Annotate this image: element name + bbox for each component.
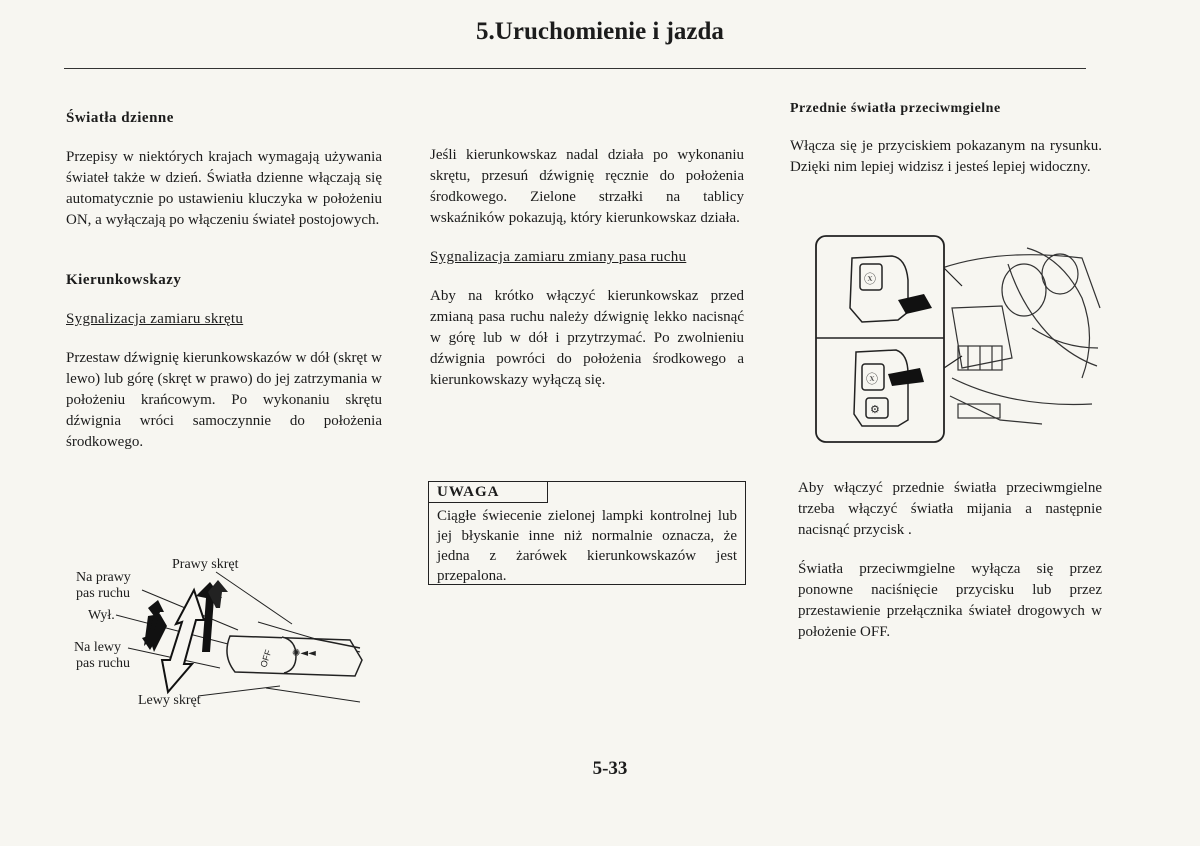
- column-left: [66, 108, 382, 453]
- turn-signals-heading: Kierunkowskazy: [66, 272, 182, 288]
- turn-signal-subheading: Sygnalizacja zamiaru skrętu: [66, 311, 244, 327]
- front-fog-icon: ⓧ: [866, 372, 879, 386]
- fog-lights-instructions: [798, 478, 1102, 643]
- warning-box: [428, 481, 746, 585]
- label-right-lane-2: pas ruchu: [76, 586, 131, 601]
- headlight-icon: ✺◄◄: [292, 648, 316, 659]
- title-divider: [64, 68, 1086, 69]
- rear-fog-icon: ⚙: [870, 403, 880, 416]
- column-middle: [430, 145, 744, 391]
- daytime-lights-heading: Światła dzienne: [66, 110, 174, 126]
- daytime-lights-text: Przepisy w niektórych krajach wymagają używania świateł także w dzień. Światła dzienne włączają się automatycznie po ustawieniu kluczyka w położeniu ON, a wyłączają po włączeniu świateł postojowych.: [66, 149, 382, 228]
- column-right: [790, 98, 1102, 178]
- turn-signal-manual-text: Jeśli kierunkowskaz nadal działa po wykonaniu skrętu, przesuń dźwignię ręcznie do położenia środkowego. Zielone strzałki na tablicy wskaźników pokazują, który kierunkowskaz działa.: [430, 147, 744, 226]
- label-right-turn: Prawy skręt: [172, 557, 239, 572]
- fog-light-switch-diagram: [812, 228, 1102, 450]
- stalk-off-marking: OFF: [258, 648, 274, 669]
- turn-signal-lever-diagram: [70, 552, 370, 712]
- page-number: 5-33: [592, 758, 628, 779]
- label-off: Wył.: [88, 608, 115, 623]
- label-right-lane-1: Na prawy: [76, 570, 131, 585]
- label-left-lane-1: Na lewy: [74, 640, 122, 655]
- turn-signal-text: Przestaw dźwignię kierunkowskazów w dół (skręt w lewo) lub górę (skręt w prawo) do jej zatrzymania w położeniu krańcowym. Po wykonaniu skrętu dźwignia wróci samoczynnie do położenia środkowego.: [66, 350, 382, 450]
- fog-lights-on-text: Aby włączyć przednie światła przeciwmgielne trzeba włączyć światła mijania a następnie nacisnąć przycisk .: [798, 480, 1102, 538]
- label-left-lane-2: pas ruchu: [76, 656, 131, 671]
- lane-change-subheading: Sygnalizacja zamiaru zmiany pasa ruchu: [430, 249, 687, 265]
- lane-change-text: Aby na krótko włączyć kierunkowskaz przed zmianą pasa ruchu należy dźwignię lekko nacisnąć w górę lub w dół i przytrzymać. Po zwolnieniu dźwignia powróci do położenia środkowego a kierunkowskazy wyłączą się.: [430, 288, 744, 388]
- fog-lights-heading: Przednie światła przeciwmgielne: [790, 101, 1001, 116]
- fog-lights-intro: Włącza się je przyciskiem pokazanym na rysunku. Dzięki nim lepiej widzisz i jesteś lepiej widoczny.: [790, 138, 1102, 175]
- fog-light-icon: ⓧ: [864, 272, 877, 286]
- fog-lights-off-text: Światła przeciwmgielne wyłącza się przez ponowne naciśnięcie przycisku lub przez przestawienie przełącznika świateł drogowych w położenie OFF.: [798, 561, 1102, 640]
- label-left-turn: Lewy skręt: [138, 693, 201, 708]
- page-title: 5.Uruchomienie i jazda: [476, 18, 724, 45]
- large-double-arrow: [162, 590, 204, 692]
- warning-text: Ciągłe świecenie zielonej lampki kontrolnej lub jej błyskanie inne niż normalnie oznacza, że jedna z żarówek kierunkowskazów jest przepalona.: [437, 508, 737, 584]
- warning-title: UWAGA: [429, 482, 548, 503]
